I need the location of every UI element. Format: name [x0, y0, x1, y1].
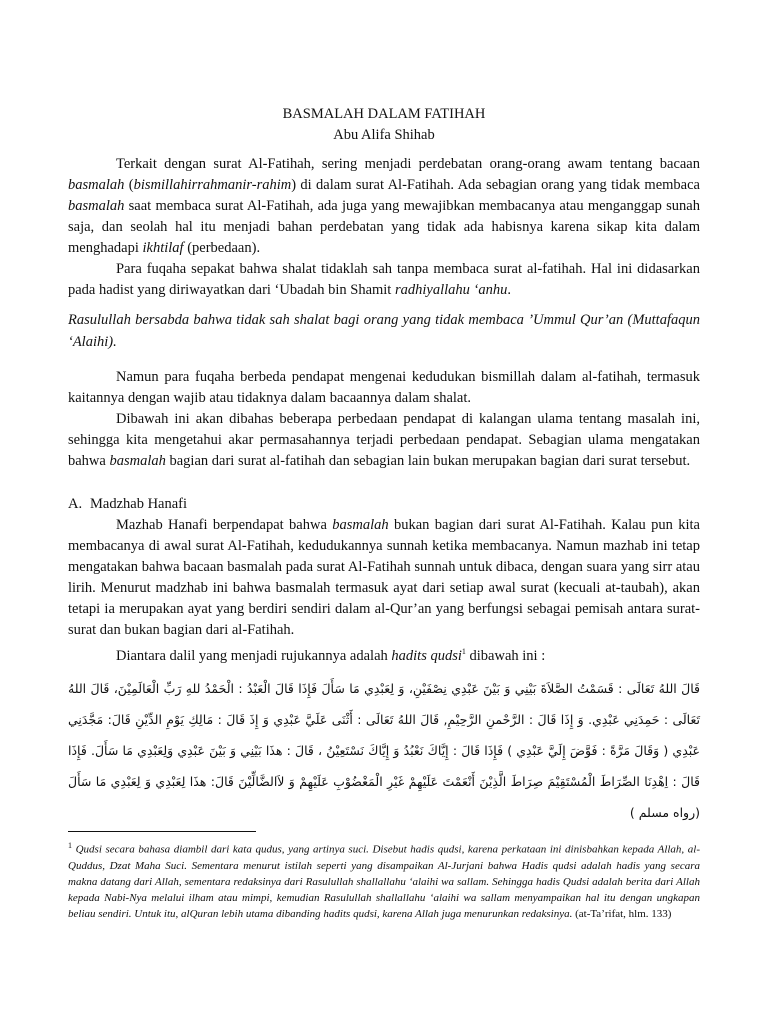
emphasis: radhiyallahu ‘anhu — [394, 282, 508, 298]
paragraph-dalil — [68, 641, 700, 667]
emphasis: bismillahirrahmanir-rahim — [133, 177, 292, 193]
hadith-translation: Rasulullah bersabda bahwa tidak sah shalat bagi orang yang tidak membaca ’Ummul Qur’an (Muttafaqun ‘Alaihi). — [68, 312, 700, 350]
emphasis: basmalah — [68, 177, 125, 193]
paragraph-difference: Namun para fuqaha berbeda pendapat mengenai kedudukan bismillah dalam al-fatihah, termasuk kaitannya dengan wajib atau tidaknya dalam bacaannya dalam shalat. — [68, 369, 700, 406]
text: Dibawah ini akan dibahas beberapa perbedaan pendapat di kalangan ulama tentang masalah ini, sehingga kita mengetahui akar permasahannya terjadi perbedaan pendapat. Sebagian ulama mengatakan bahwa — [68, 411, 700, 469]
document-title: BASMALAH DALAM FATIHAH — [282, 106, 486, 122]
text: dibawah ini : — [465, 647, 546, 664]
emphasis: hadits qudsi — [391, 647, 462, 664]
document-author: Abu Alifa Shihab — [333, 127, 435, 143]
text: ( — [124, 177, 134, 193]
text: (perbedaan). — [183, 240, 261, 256]
paragraph-discussion — [68, 409, 700, 472]
emphasis: basmalah — [68, 198, 125, 214]
arabic-hadith: قَالَ اللهُ تَعَالَى : قَسَمْتُ الصَّلاَةَ بَيْنِي وَ بَيْنَ عَبْدِي نِصْفَيْنِ، وَ لِعَبْدِي مَا سَأَلَ فَإِذَا قَالَ الْعَبْدُ : الْحَمْدُ للهِ رَبِّ الْعَالَمِيْنَ، قَالَ اللهُ تَعَالَى : حَمِدَنِي عَبْدِي. وَ إِذَا قَالَ : الرَّحْمنِ الرَّحِيْمِ, قَالَ اللهُ تَعَالَى : أَثْنَى عَلَيَّ عَبْدِي وَ إِذَ قَالَ : مَالِكِ يَوْمِ الدِّيْنِ قَالَ: مَجَّدَنِي عَبْدِي ( وَقَالَ مَرَّةً : فَوَّضَ إِلَيَّ عَبْدِي ) فَإِذَا قَالَ : إِيَّاكَ نَعْبُدُ وَ إِيَّاكَ نَسْتَعِيْنُ ، قَالَ : هذَا بَيْنِي وَ بَيْنَ عَبْدِي وَلِعَبْدِي مَا سَأَلَ. فَإِذَا قَالَ : اِهْدِنَا الصِّرَاطَ الْمُسْتَقِيْمَ صِرَاطَ الَّذِيْنَ أَنْعَمْتَ عَلَيْهِمْ غَيْرِ الْمَغْضُوْبِ عَلَيْهِمْ وَ لاَالضَّالِّيْنَ قَالَ: هذَا لِعَبْدِي وَ لِعَبْدِي مَا سَأَلَ (رواه مسلم ) — [68, 680, 700, 820]
emphasis: ikhtilaf — [142, 240, 184, 256]
text: Diantara dalil yang menjadi rujukannya adalah — [116, 647, 392, 664]
paragraph-hanafi — [68, 515, 700, 641]
paragraph-intro — [68, 154, 700, 259]
footnote-citation: (at-Ta’rifat, hlm. 133) — [572, 908, 672, 921]
paragraph-fuqaha — [68, 259, 700, 301]
emphasis: basmalah — [332, 517, 389, 533]
footnote — [68, 838, 700, 923]
text: ) di dalam surat Al-Fatihah. Ada sebagian orang yang tidak membaca — [291, 177, 700, 193]
section-label: Madzhab Hanafi — [90, 496, 188, 512]
text: Terkait dengan surat Al-Fatihah, sering menjadi perdebatan orang-orang awam tentang bacaan — [116, 156, 700, 172]
footnote-ref[interactable]: 1 — [461, 647, 466, 656]
emphasis: basmalah — [109, 453, 166, 469]
text: . — [507, 282, 511, 298]
footnote-text: Qudsi secara bahasa diambil dari kata qudus, yang artinya suci. Disebut hadis qudsi, karena perkataan ini dinisbahkan kepada Allah, al-Quddus, Dzat Maha Suci. Sementara menurut istilah seperti yang disampaikan Al-Jurjani bahwa Hadis qudsi adalah hadis yang secara makna datang dari Allah, sementara redaksinya dari Rasulullah shallallahu ‘alaihi wa sallam. Sehingga hadis Qudsi adalah berita dari Allah kepada Nabi-Nya melalui ilham atau mimpi, kemudian Rasulullah shallallahu ‘alaihi wa sallam menyampaikan hal itu dengan ungkapan beliau sendiri. Untuk itu, alQuran lebih utama dibanding hadits qudsi, karena Allah juga menurunkan redaksinya. — [68, 843, 700, 921]
text: Mazhab Hanafi berpendapat bahwa — [116, 517, 333, 533]
section-heading — [68, 494, 700, 515]
footnote-number: 1 — [68, 841, 72, 850]
text: Para fuqaha sepakat bahwa shalat tidaklah sah tanpa membaca surat al-fatihah. Hal ini didasarkan pada hadist yang diriwayatkan dari ‘Ubadah bin Shamit — [68, 261, 700, 298]
text: saat membaca surat Al-Fatihah, ada juga yang mewajibkan membacanya atau menganggap sunah saja, dan seolah hal itu menjadi bahan perdebatan yang tidak ada habisnya karena sikap kita dalam menghadapi — [68, 198, 700, 256]
footnote-divider — [68, 831, 256, 832]
section-number: A. — [68, 496, 83, 512]
text: bagian dari surat al-fatihah dan sebagian lain bukan merupakan bagian dari surat tersebut. — [165, 453, 691, 469]
text: bukan bagian dari surat Al-Fatihah. Kalau pun kita membacanya di awal surat Al-Fatihah, kedudukannya sunnah ketika membacanya. Namun mazhab ini tetap mengatakan bahwa bacaan basmalah pada surat Al-Fatihah sunnah untuk dibaca, dengan suara yang sirr atau lirih. Menurut madzhab ini bahwa basmalah termasuk ayat dari setiap awal surat (kecuali at-taubah), akan tetapi ia merupakan ayat yang berdiri sendiri dalam al-Qur’an yang berfungsi sebagai pemisah antara surat-surat dan bukan bagian dari al-Fatihah. — [68, 517, 700, 638]
document-page — [68, 104, 700, 828]
